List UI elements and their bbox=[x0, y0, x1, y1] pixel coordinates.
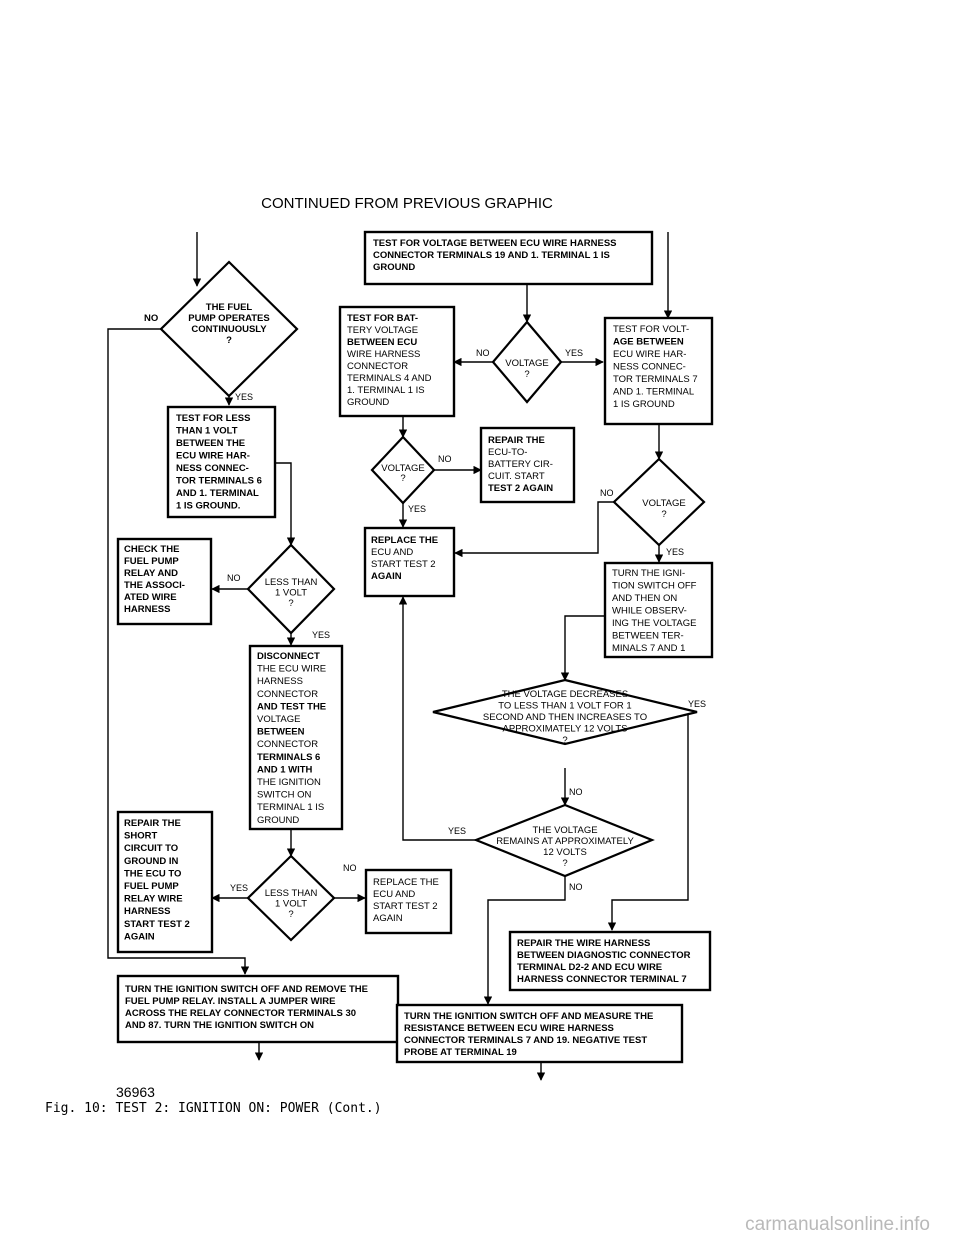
node-text-line: CONNECTOR bbox=[257, 739, 319, 751]
node-text-line: RELAY AND bbox=[124, 568, 179, 579]
node-text-line: AGE BETWEEN bbox=[613, 336, 684, 348]
node-text-line: TION SWITCH OFF bbox=[612, 580, 697, 592]
node-text-line: TERMINAL 1 IS bbox=[257, 802, 325, 814]
node-text-line: TURN THE IGNI- bbox=[612, 568, 686, 579]
node-text-line: ? bbox=[562, 735, 568, 746]
edge-label-less-a-yes: YES bbox=[312, 630, 331, 640]
node-text-line: TEST FOR LESS bbox=[176, 413, 251, 424]
node-text-line: 1 VOLT bbox=[274, 898, 308, 910]
node-text-line: CONNECTOR bbox=[257, 688, 319, 700]
edge-label-vb-yes: YES bbox=[408, 504, 427, 514]
node-text-line: TEST FOR VOLTAGE BETWEEN ECU WIRE HARNESS bbox=[373, 238, 617, 249]
node-text-line: WIRE HARNESS bbox=[347, 349, 421, 360]
edge-label-dec-no: NO bbox=[569, 787, 583, 797]
node-text-line: PUMP OPERATES bbox=[188, 313, 270, 324]
decision-voltage-decreases-text bbox=[483, 689, 647, 746]
node-text-line: REMAINS AT APPROXIMATELY bbox=[496, 836, 634, 847]
node-text-line: ? bbox=[400, 473, 406, 484]
node-text-line: THE VOLTAGE bbox=[532, 825, 598, 836]
node-text-line: PROBE AT TERMINAL 19 bbox=[404, 1047, 517, 1058]
node-text-line: TEST 2 AGAIN bbox=[488, 483, 554, 494]
edge-label-dec-yes: YES bbox=[688, 699, 707, 709]
node-text-line: LESS THAN bbox=[264, 577, 318, 588]
node-text-line: BETWEEN ECU bbox=[347, 337, 418, 348]
node-text-line: 12 VOLTS bbox=[543, 847, 587, 858]
node-text-line: TEST FOR BAT- bbox=[347, 313, 419, 324]
node-text-line: ? bbox=[226, 335, 232, 346]
node-text-line: AND 1. TERMINAL bbox=[613, 386, 695, 398]
node-text-line: ? bbox=[661, 509, 667, 520]
node-text-line: START TEST 2 bbox=[373, 901, 438, 912]
node-text-line: ? bbox=[562, 858, 568, 869]
node-text-line: SHORT bbox=[124, 830, 158, 842]
node-text-line: CONNECTOR bbox=[347, 361, 409, 372]
node-text-line: VOLTAGE bbox=[505, 358, 549, 369]
node-text-line: THE IGNITION bbox=[257, 777, 321, 788]
edge-label-rem-no: NO bbox=[569, 882, 583, 892]
node-text-line: APPROXIMATELY 12 VOLTS bbox=[502, 723, 628, 735]
node-text-line: VOLTAGE bbox=[642, 498, 686, 509]
node-text-line: TERY VOLTAGE bbox=[347, 325, 419, 336]
node-text-line: TO LESS THAN 1 VOLT FOR 1 bbox=[498, 700, 632, 712]
node-text-line: CIRCUIT TO bbox=[124, 843, 179, 855]
figure-number: 36963 bbox=[116, 1084, 155, 1100]
node-text-line: CUIT. START bbox=[488, 471, 545, 482]
edge-label-va-yes: YES bbox=[565, 348, 584, 358]
node-text-line: AND TEST THE bbox=[257, 701, 327, 713]
node-text-line: BETWEEN bbox=[257, 726, 305, 738]
node-text-line: AND 1 WITH bbox=[257, 764, 313, 776]
node-text-line: FUEL PUMP RELAY. INSTALL A JUMPER WIRE bbox=[125, 996, 336, 1007]
node-text-line: AND 1. TERMINAL bbox=[176, 488, 259, 499]
node-text-line: NESS CONNEC- bbox=[613, 361, 686, 373]
node-text-line: HARNESS bbox=[257, 676, 303, 688]
figure-caption: Fig. 10: TEST 2: IGNITION ON: POWER (Cont.) bbox=[45, 1101, 382, 1116]
node-text-line: GROUND bbox=[373, 262, 416, 273]
node-text-line: ACROSS THE RELAY CONNECTOR TERMINALS 30 bbox=[125, 1008, 357, 1019]
node-text-line: START TEST 2 bbox=[124, 918, 190, 930]
node-text-line: TOR TERMINALS 6 bbox=[176, 475, 262, 487]
node-text-line: REPLACE THE bbox=[371, 535, 439, 546]
diagram-header: CONTINUED FROM PREVIOUS GRAPHIC bbox=[261, 195, 553, 212]
node-text-line: TERMINALS 6 bbox=[257, 751, 321, 763]
node-text-line: BATTERY CIR- bbox=[488, 459, 553, 470]
node-text-line: GROUND IN bbox=[124, 855, 179, 867]
edge-label-va-no: NO bbox=[476, 348, 490, 358]
node-text-line: RELAY WIRE bbox=[124, 893, 183, 905]
node-text-line: ? bbox=[524, 369, 530, 380]
node-text-line: CONNECTOR TERMINALS 19 AND 1. TERMINAL 1 IS bbox=[373, 250, 610, 261]
node-text-line: THE ECU WIRE bbox=[257, 663, 327, 675]
node-text-line: HARNESS bbox=[124, 604, 171, 615]
edge-label-vc-no: NO bbox=[600, 488, 614, 498]
edge-label-vc-yes: YES bbox=[666, 547, 685, 557]
edge-label-vb-no: NO bbox=[438, 454, 452, 464]
node-text-line: ATED WIRE bbox=[124, 592, 177, 603]
node-text-line: AND 87. TURN THE IGNITION SWITCH ON bbox=[125, 1020, 314, 1031]
node-text-line: GROUND bbox=[257, 814, 300, 826]
node-text-line: AND THEN ON bbox=[612, 593, 678, 604]
node-text-line: ? bbox=[288, 909, 294, 920]
node-text-line: DISCONNECT bbox=[257, 651, 320, 662]
node-text-line: BETWEEN TER- bbox=[612, 630, 684, 642]
edge-label-fuel-yes: YES bbox=[235, 392, 254, 402]
node-text-line: REPLACE THE bbox=[373, 877, 439, 888]
node-text-line: VOLTAGE bbox=[381, 463, 425, 474]
node-text-line: TERMINALS 4 AND bbox=[347, 373, 432, 384]
node-text-line: 1 IS GROUND. bbox=[176, 500, 241, 512]
node-text-line: SWITCH ON bbox=[257, 789, 312, 801]
node-text-line: AGAIN bbox=[371, 571, 402, 582]
node-text-line: 1. TERMINAL 1 IS bbox=[347, 385, 425, 396]
node-text-line: CONNECTOR TERMINALS 7 AND 19. NEGATIVE TEST bbox=[404, 1035, 648, 1046]
node-text-line: ING THE VOLTAGE bbox=[612, 618, 697, 629]
node-text-line: WHILE OBSERV- bbox=[612, 605, 687, 617]
watermark-text: carmanualsonline.info bbox=[745, 1214, 930, 1235]
node-text-line: VOLTAGE bbox=[257, 714, 301, 725]
node-text-line: FUEL PUMP bbox=[124, 881, 179, 892]
node-text-line: HARNESS bbox=[124, 906, 171, 918]
node-text-line: NESS CONNEC- bbox=[176, 463, 249, 474]
node-text-line: AGAIN bbox=[124, 931, 155, 943]
node-text-line: REPAIR THE bbox=[124, 818, 181, 829]
node-text-line: GROUND bbox=[347, 397, 390, 408]
node-text-line: REPAIR THE bbox=[488, 435, 545, 446]
node-text-line: TURN THE IGNITION SWITCH OFF AND MEASURE THE bbox=[404, 1011, 654, 1022]
edge-label-less-b-no: NO bbox=[343, 863, 357, 873]
node-text-line: 1 VOLT bbox=[274, 587, 308, 599]
node-text-line: TERMINAL D2-2 AND ECU WIRE bbox=[517, 962, 663, 973]
node-text-line: ECU-TO- bbox=[488, 447, 528, 458]
edge-label-rem-yes: YES bbox=[448, 826, 467, 836]
node-text-line: BETWEEN THE bbox=[176, 438, 246, 449]
node-text-line: THAN 1 VOLT bbox=[176, 425, 238, 437]
node-text-line: TOR TERMINALS 7 bbox=[613, 374, 698, 385]
node-text-line: 1 IS GROUND bbox=[613, 399, 675, 410]
node-text-line: ECU WIRE HAR- bbox=[176, 450, 250, 462]
node-text-line: REPAIR THE WIRE HARNESS bbox=[517, 938, 651, 949]
node-text-line: ECU AND bbox=[373, 889, 416, 900]
node-text-line: HARNESS CONNECTOR TERMINAL 7 bbox=[517, 974, 687, 985]
node-text-line: AGAIN bbox=[373, 913, 403, 924]
node-text-line: RESISTANCE BETWEEN ECU WIRE HARNESS bbox=[404, 1023, 614, 1034]
edge-label-fuel-no: NO bbox=[144, 313, 159, 324]
node-text-line: THE ASSOCI- bbox=[124, 580, 185, 591]
node-text-line: CONTINUOUSLY bbox=[191, 324, 267, 335]
node-text-line: ECU WIRE HAR- bbox=[613, 349, 687, 360]
node-text-line: TURN THE IGNITION SWITCH OFF AND REMOVE THE bbox=[125, 984, 368, 995]
flow-nodes bbox=[118, 232, 712, 1062]
box-repair-ecu-battery-circuit-text bbox=[488, 435, 553, 494]
node-text-line: ECU AND bbox=[371, 547, 414, 558]
node-text-line: ? bbox=[288, 598, 294, 609]
edge-label-less-b-yes: YES bbox=[230, 883, 249, 893]
node-text-line: MINALS 7 AND 1 bbox=[612, 643, 686, 654]
node-text-line: BETWEEN DIAGNOSTIC CONNECTOR bbox=[517, 950, 691, 961]
node-text-line: TEST FOR VOLT- bbox=[613, 324, 690, 335]
node-text-line: FUEL PUMP bbox=[124, 556, 179, 567]
node-text-line: LESS THAN bbox=[264, 888, 318, 899]
node-text-line: START TEST 2 bbox=[371, 559, 436, 570]
node-text-line: THE FUEL bbox=[205, 302, 253, 313]
edge-label-less-a-no: NO bbox=[227, 573, 241, 583]
node-text-line: THE VOLTAGE DECREASES bbox=[501, 689, 629, 700]
node-text-line: SECOND AND THEN INCREASES TO bbox=[482, 712, 648, 723]
node-text-line: THE ECU TO bbox=[124, 868, 182, 880]
node-text-line: CHECK THE bbox=[124, 544, 180, 555]
